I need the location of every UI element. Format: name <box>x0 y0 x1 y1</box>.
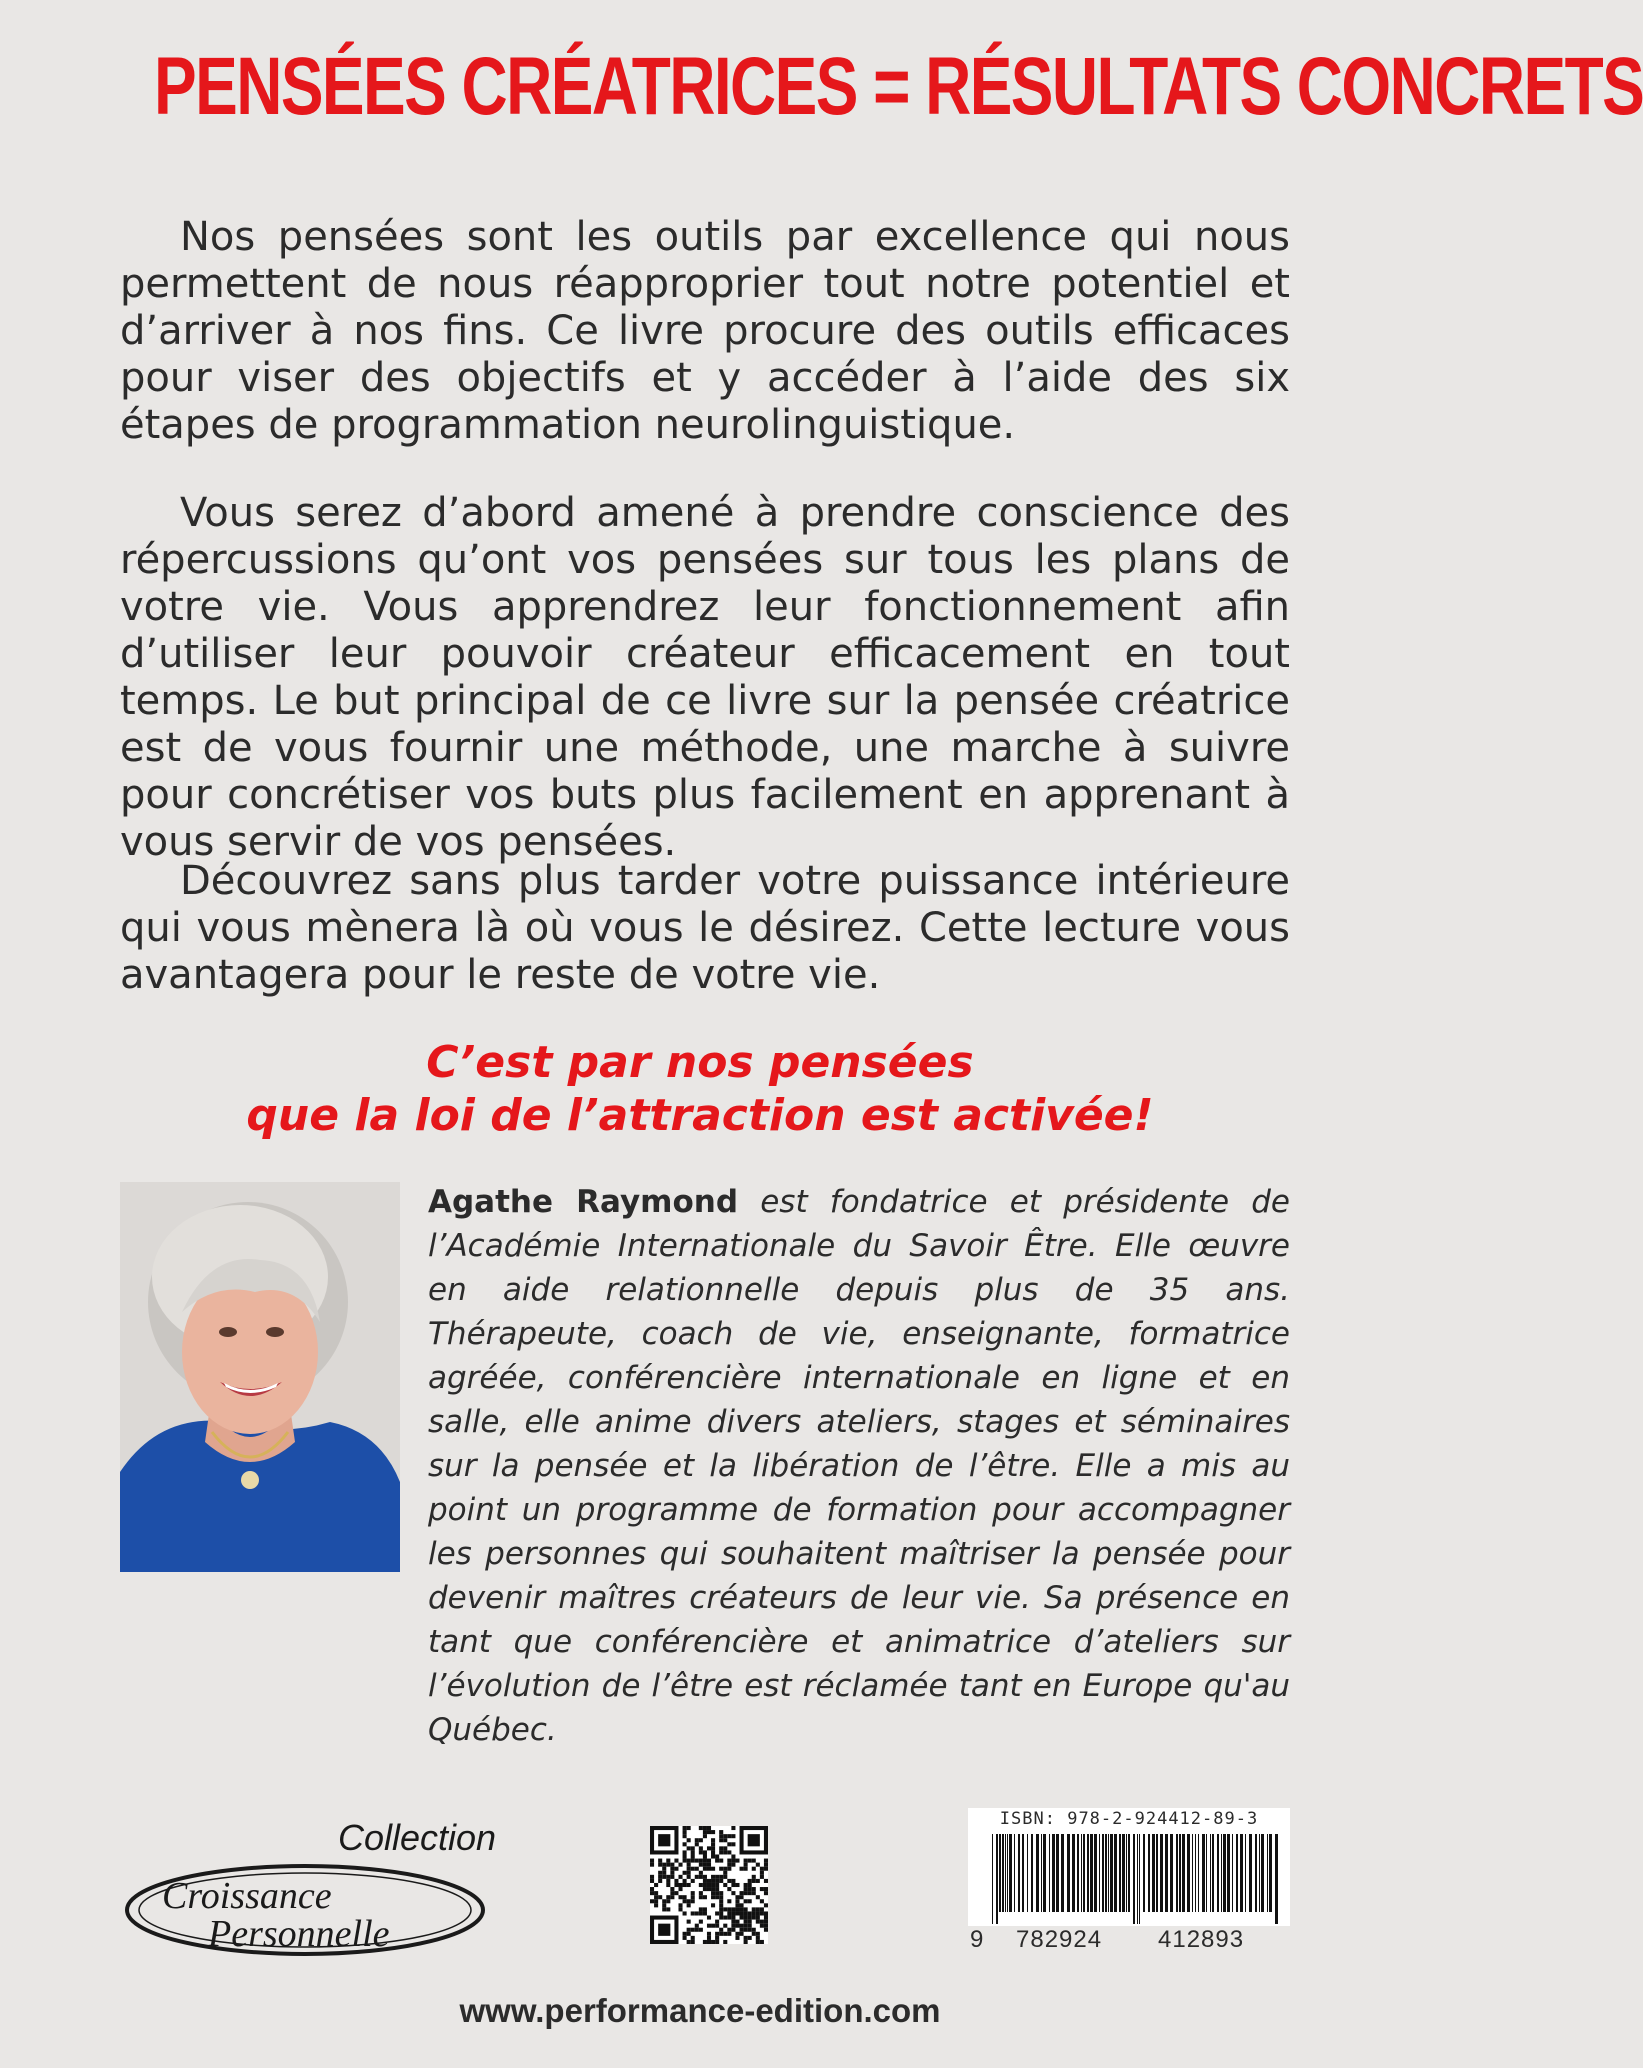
collection-name-2: Personnelle <box>208 1913 390 1955</box>
isbn-label: ISBN: 978-2-924412-89-3 <box>968 1808 1290 1830</box>
author-bio-text: est fondatrice et présidente de l’Académie Internationale du Savoir Être. Elle œuvre en aide relationnelle depuis plus de 35 ans. Thérapeute, coach de vie, enseignante, formatrice agréée, conférencière internationale en ligne et en salle, elle anime divers ateliers, stages et séminaires sur la pensée et la libération de l’être. Elle a mis au point un programme de formation pour accompagner les personnes qui souhaitent maîtriser la pensée pour devenir maîtres créateurs de leur vie. Sa présence en tant que conférencière et animatrice d’ateliers sur l’évolution de l’être est réclamée tant en Europe qu'au Québec. <box>428 1184 1291 1748</box>
website-url: www.performance-edition.com <box>459 1992 941 2029</box>
author-portrait-icon <box>120 1182 400 1572</box>
qr-code <box>650 1826 768 1944</box>
collection-logo <box>120 1812 497 1962</box>
book-title: PENSÉES CRÉATRICES = RÉSULTATS CONCRETS <box>154 41 1643 132</box>
tagline <box>0 1036 1400 1142</box>
collection-name-1: Croissance <box>162 1875 332 1917</box>
paragraph-2 <box>120 490 1290 866</box>
isbn-barcode <box>968 1808 1290 1956</box>
qr-code-icon <box>650 1826 768 1944</box>
collection-ellipse-icon <box>120 1812 497 1962</box>
ean-right-digits: 412893 <box>1158 1926 1245 1953</box>
paragraph-1 <box>120 214 1290 449</box>
barcode-icon <box>968 1830 1290 1926</box>
author-name: Agathe Raymond <box>428 1184 739 1220</box>
tagline-line-2: que la loi de l’attraction est activée! <box>246 1090 1154 1141</box>
paragraph-3 <box>120 858 1290 999</box>
collection-label: Collection <box>338 1817 497 1858</box>
author-bio <box>428 1180 1290 1752</box>
ean-first-digit: 9 <box>970 1926 985 1953</box>
ean-left-digits: 782924 <box>1016 1926 1103 1953</box>
tagline-line-1: C’est par nos pensées <box>426 1037 974 1088</box>
author-photo <box>120 1182 400 1572</box>
paragraph-3-text: Découvrez sans plus tarder votre puissance intérieure qui vous mènera là où vous le désirez. Cette lecture vous avantagera pour le reste de votre vie. <box>120 858 1290 998</box>
paragraph-1-text: Nos pensées sont les outils par excellence qui nous permettent de nous réapproprier tout notre potentiel et d’arriver à nos fins. Ce livre procure des outils efficaces pour viser des objectifs et y accéder à l’aide des six étapes de programmation neurolinguistique. <box>120 214 1290 448</box>
paragraph-2-text: Vous serez d’abord amené à prendre conscience des répercussions qu’ont vos pensées sur tous les plans de votre vie. Vous apprendrez leur fonctionnement afin d’utiliser leur pouvoir créateur efficacement en tout temps. Le but principal de ce livre sur la pensée créatrice est de vous fournir une méthode, une marche à suivre pour concrétiser vos buts plus facilement en apprenant à vous servir de vos pensées. <box>120 490 1290 865</box>
